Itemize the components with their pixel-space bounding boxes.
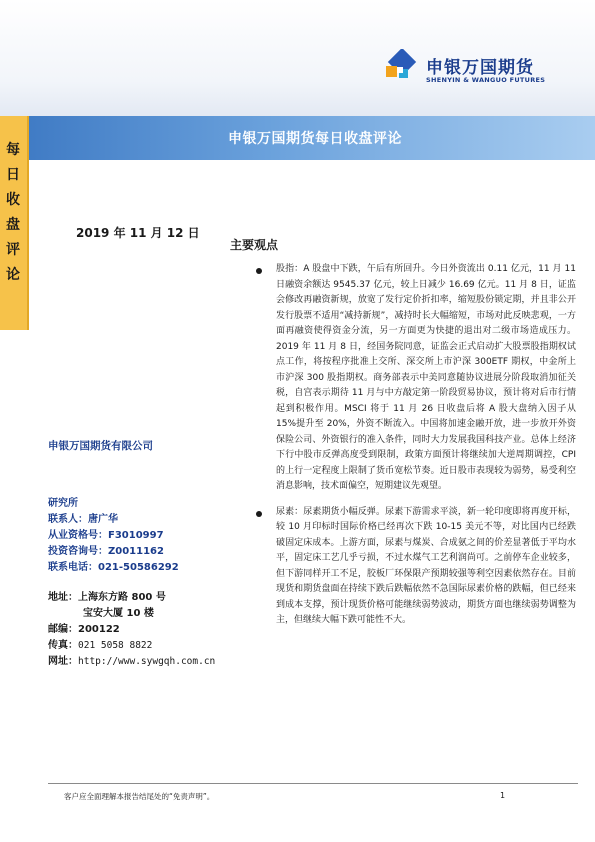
advisory-number: 投资咨询号：Z0011162 bbox=[48, 546, 164, 557]
side-tab-char: 盘 bbox=[6, 217, 20, 233]
page-number: 1 bbox=[500, 791, 506, 800]
footer-disclaimer: 客户应全面理解本报告结尾处的“免责声明”。 bbox=[64, 792, 215, 801]
contact-info bbox=[48, 496, 179, 576]
logo-text-en: SHENYIN & WANGUO FUTURES bbox=[426, 76, 546, 84]
side-tab-char: 收 bbox=[6, 192, 20, 208]
address-line-2: 宝安大厦 10 楼 bbox=[83, 608, 154, 619]
page-title: 申银万国期货每日收盘评论 bbox=[228, 131, 402, 147]
contact-person: 联系人：唐广华 bbox=[48, 514, 118, 525]
key-point-urea bbox=[250, 505, 576, 629]
footer-divider bbox=[48, 783, 578, 784]
logo-text-cn: 申银万国期货 bbox=[426, 58, 534, 78]
company-name: 申银万国期货有限公司 bbox=[48, 440, 153, 452]
postcode-label: 邮编： bbox=[48, 624, 78, 635]
logo-mark-icon bbox=[382, 49, 422, 89]
fax-number: 021 5058 8822 bbox=[78, 640, 153, 651]
website-link[interactable]: http://www.sywgqh.com.cn bbox=[78, 656, 216, 667]
key-point-text: 尿素：尿素期货小幅反弹。尿素下游需求平淡，新一轮印度即将再度开标，较 10 月印标时国际价格已经再次下跌 10-15 美元不等，对比国内已经跌破固定床成本。上游方面，尿素与煤炭、合成氨之间的价差显著低于平均水平，固定床工艺几乎亏损，不过水煤气工艺利润尚可。之前停车企业较多，但下游同样开工不足，胶板厂环保限产预期较强等利空因素依然存在。目前现货和期货盘面在持续下跌后跌幅依然不急国际尿素价格的跌幅，但已经来到成本支撑，预计现货价格可能继续弱势波动，期货方面也继续弱势调整为主，但继续大幅下跌可能性不大。 bbox=[276, 506, 576, 625]
side-tab-char: 评 bbox=[6, 242, 20, 258]
address-block bbox=[48, 590, 215, 670]
report-date: 2019 年 11 月 12 日 bbox=[76, 226, 200, 240]
side-tab-char: 日 bbox=[6, 167, 20, 183]
company-logo bbox=[382, 49, 572, 97]
qualification-number: 从业资格号：F3010997 bbox=[48, 530, 164, 541]
bullet-icon bbox=[256, 268, 262, 274]
side-tab-char: 论 bbox=[6, 267, 20, 283]
address-label: 地址： bbox=[48, 592, 78, 603]
key-point-stock-index bbox=[250, 262, 576, 495]
postcode: 200122 bbox=[78, 624, 120, 635]
web-label: 网址： bbox=[48, 656, 78, 667]
side-tab-char: 每 bbox=[6, 142, 20, 158]
section-title: 主要观点 bbox=[230, 238, 279, 252]
key-point-text: 股指：A 股盘中下跌，午后有所回升。今日外资流出 0.11 亿元，11 月 11 日融资余额达 9545.37 亿元，较上日减少 16.69 亿元。11 月 8 日，证监会修改再融资新规，放宽了发行定价折扣率，缩短股份锁定期，并且非公开发行股票不适用“减持新规”，减持时长大幅缩短，市场对此反映悲观，一方面再融资使得资金分流，另一方面更为快捷的退出对二级市场造成压力。2019 年 11 月 8 日，经国务院同意，证监会正式启动扩大股票股指期权试点工作，将按程序批准上交所、深交所上市沪深 300ETF 期权，中金所上市沪深 300 股指期权。商务部表示中美同意随协议进展分阶段取消加征关税，自宫表示期待 11 月与中方敲定第一阶段贸易协议，预计将对后市行情起到积极作用。MSCI 将于 11 月 26 日收盘后将 A 股大盘纳入因子从 15%提升至 20%，外资不断流入。中国将加速金融开放，进一步放开外资保险公司、外资银行的准入条件，同时大力发展我国科技产业。总体上经济下行中股市反弹高度受到限制，政策方面预计将继续加大逆周期调控，CPI 的上行一定程度上限制了货币宽松节奏。近日股市表现较为弱势，易受利空消息影响，技术面偏空，短期建议先观望。 bbox=[276, 264, 576, 491]
department: 研究所 bbox=[48, 498, 78, 509]
fax-label: 传真： bbox=[48, 640, 78, 651]
contact-phone: 联系电话：021-50586292 bbox=[48, 562, 179, 573]
key-points-list bbox=[250, 262, 576, 629]
bullet-icon bbox=[256, 511, 262, 517]
address-line-1: 上海东方路 800 号 bbox=[78, 592, 166, 603]
side-tab-text bbox=[0, 138, 26, 288]
